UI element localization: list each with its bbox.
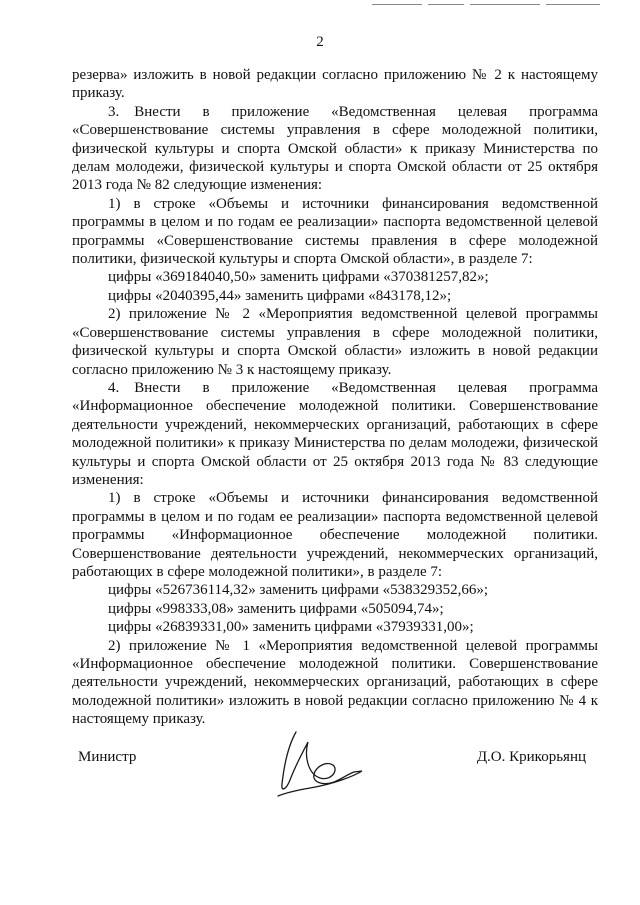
paragraph: цифры «369184040,50» заменить цифрами «370381257,82»; [108,269,489,286]
scan-edge-line [470,4,540,5]
scan-edge-line [372,4,422,5]
paragraph: 1) в строке «Объемы и источники финансирования ведомственной программы в целом и по годам ее реализации» паспорта ведомственной целевой программы «Информационное обеспечение молодежной политики. Совершенствование деятельности учреждений, некоммерческих организаций, работающих в сфере молодежной политики», в разделе 7: [72,490,598,580]
paragraph: цифры «998333,08» заменить цифрами «505094,74»; [108,600,444,617]
paragraph: 2) приложение № 1 «Мероприятия ведомственной целевой программы «Информационное обеспечение молодежной политики. Совершенствование деятельности учреждений, некоммерческих организаций, работающих в сфере молодежной политики» изложить в новой редакции согласно приложению № 4 к настоящему приказу. [72,637,598,728]
page-number: 2 [316,34,324,50]
paragraph: 3. Внести в приложение «Ведомственная целевая программа «Совершенствование системы управления в сфере молодежной политики, физической культуры и спорта Омской области» к приказу Министерства по делам молодежи, физической культуры и спорта Омской области от 25 октября 2013 года № 82 следующие изменения: [72,103,598,194]
scan-edge-line [546,4,600,5]
signer-name: Д.О. Крикорьянц [476,749,586,765]
document-body [72,66,598,729]
paragraph: цифры «526736114,32» заменить цифрами «538329352,66»; [108,582,489,599]
paragraph: резерва» изложить в новой редакции согласно приложению № 2 к настоящему приказу. [72,67,598,102]
paragraph: 1) в строке «Объемы и источники финансирования ведомственной программы в целом и по годам ее реализации» паспорта ведомственной целевой программы «Совершенствование системы правления в сфере молодежной политики, физической культуры и спорта Омской области», в разделе 7: [72,195,598,268]
paragraph: цифры «2040395,44» заменить цифрами «843178,12»; [108,287,452,304]
scan-edge-line [428,4,464,5]
paragraph: 2) приложение № 2 «Мероприятия ведомственной целевой программы «Совершенствование системы управления в сфере молодежной политики, физической культуры и спорта Омской области» изложить в новой редакции согласно приложению № 3 к настоящему приказу. [72,306,598,378]
signer-position: Министр [78,749,137,765]
handwritten-signature [268,726,368,806]
paragraph: 4. Внести в приложение «Ведомственная целевая программа «Информационное обеспечение молодежной политики. Совершенствование деятельности учреждений, некоммерческих организаций, работающих в сфере молодежной политики» к приказу Министерства по делам молодежи, физической культуры и спорта Омской области от 25 октября 2013 года № 83 следующие изменения: [72,379,598,488]
paragraph: цифры «26839331,00» заменить цифрами «37939331,00»; [108,619,474,636]
